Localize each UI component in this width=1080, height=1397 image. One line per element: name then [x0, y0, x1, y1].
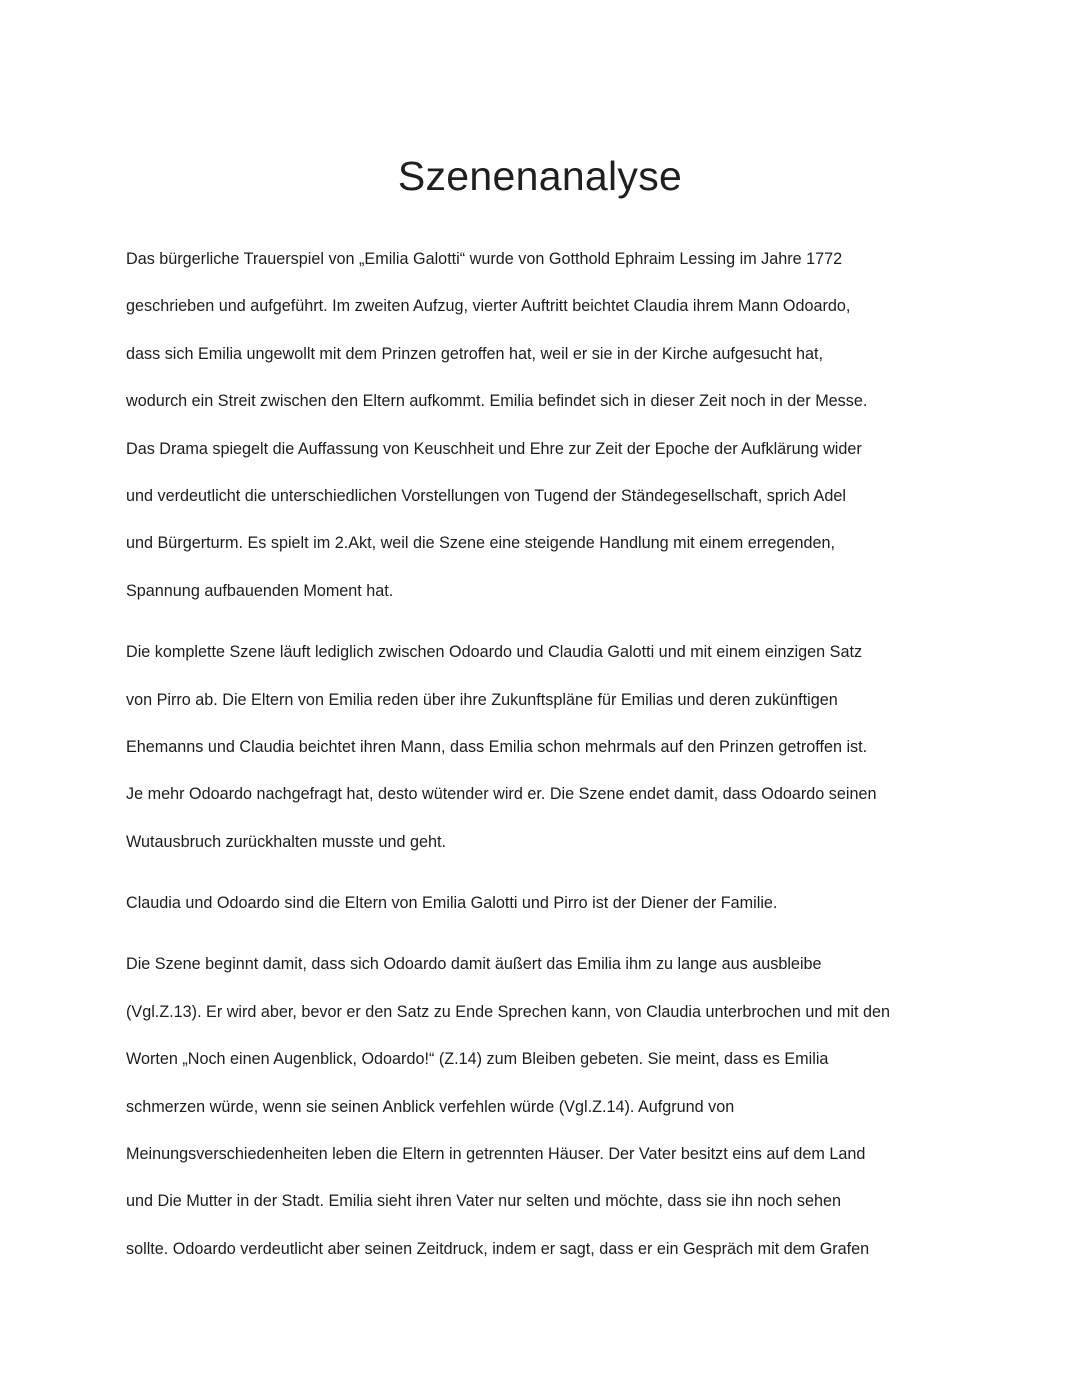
- paragraph-characters: [126, 880, 966, 927]
- text-line: Das bürgerliche Trauerspiel von „Emilia Galotti“ wurde von Gotthold Ephraim Lessing im Jahre 1772: [126, 250, 843, 268]
- text-line: (Vgl.Z.13). Er wird aber, bevor er den Satz zu Ende Sprechen kann, von Claudia unterbrochen und mit den: [126, 1002, 890, 1021]
- text-line: Worten „Noch einen Augenblick, Odoardo!“ (Z.14) zum Bleiben gebeten. Sie meint, dass es Emilia: [126, 1050, 829, 1069]
- text-line: dass sich Emilia ungewollt mit dem Prinzen getroffen hat, weil er sie in der Kirche aufgesucht hat,: [126, 344, 824, 363]
- paragraph-analysis: [126, 941, 966, 1273]
- paragraph-spacing: [126, 866, 966, 880]
- paragraph-introduction: [126, 236, 966, 615]
- text-line: von Pirro ab. Die Eltern von Emilia reden über ihre Zukunftspläne für Emilias und deren zukünftigen: [126, 690, 838, 709]
- paragraph-spacing: [126, 927, 966, 941]
- text-line: und Die Mutter in der Stadt. Emilia sieht ihren Vater nur selten und möchte, dass sie ihn noch sehen: [126, 1192, 842, 1211]
- text-line: Claudia und Odoardo sind die Eltern von Emilia Galotti und Pirro ist der Diener der Familie.: [126, 894, 778, 913]
- text-line: Je mehr Odoardo nachgefragt hat, desto wütender wird er. Die Szene endet damit, dass Odoardo seinen: [126, 785, 877, 804]
- text-line: geschrieben und aufgeführt. Im zweiten Aufzug, vierter Auftritt beichtet Claudia ihrem Mann Odoardo,: [126, 297, 851, 316]
- text-line: Ehemanns und Claudia beichtet ihren Mann, dass Emilia schon mehrmals auf den Prinzen getroffen ist.: [126, 737, 868, 756]
- text-line: Das Drama spiegelt die Auffassung von Keuschheit und Ehre zur Zeit der Epoche der Aufklärung wider: [126, 439, 862, 458]
- text-line: Spannung aufbauenden Moment hat.: [126, 581, 394, 600]
- paragraph-spacing: [126, 615, 966, 629]
- text-line: Wutausbruch zurückhalten musste und geht.: [126, 832, 447, 851]
- text-line: schmerzen würde, wenn sie seinen Anblick verfehlen würde (Vgl.Z.14). Aufgrund von: [126, 1097, 735, 1116]
- text-line: sollte. Odoardo verdeutlicht aber seinen Zeitdruck, indem er sagt, dass er ein Gespräch mit dem Grafen: [126, 1239, 870, 1258]
- text-line: wodurch ein Streit zwischen den Eltern aufkommt. Emilia befindet sich in dieser Zeit noch in der Messe.: [126, 392, 868, 411]
- text-line: Die Szene beginnt damit, dass sich Odoardo damit äußert das Emilia ihm zu lange aus ausbleibe: [126, 955, 822, 974]
- text-line: und verdeutlicht die unterschiedlichen Vorstellungen von Tugend der Ständegesellschaft, sprich Adel: [126, 486, 846, 505]
- text-line: Meinungsverschiedenheiten leben die Eltern in getrennten Häuser. Der Vater besitzt eins auf dem Land: [126, 1145, 866, 1164]
- paragraph-scene-summary: [126, 629, 966, 866]
- page-title: Szenenanalyse: [397, 153, 683, 199]
- document-body: [126, 236, 966, 1273]
- text-line: Die komplette Szene läuft lediglich zwischen Odoardo und Claudia Galotti und mit einem einzigen Satz: [126, 643, 863, 662]
- text-line: und Bürgerturm. Es spielt im 2.Akt, weil die Szene eine steigende Handlung mit einem erregenden,: [126, 534, 836, 553]
